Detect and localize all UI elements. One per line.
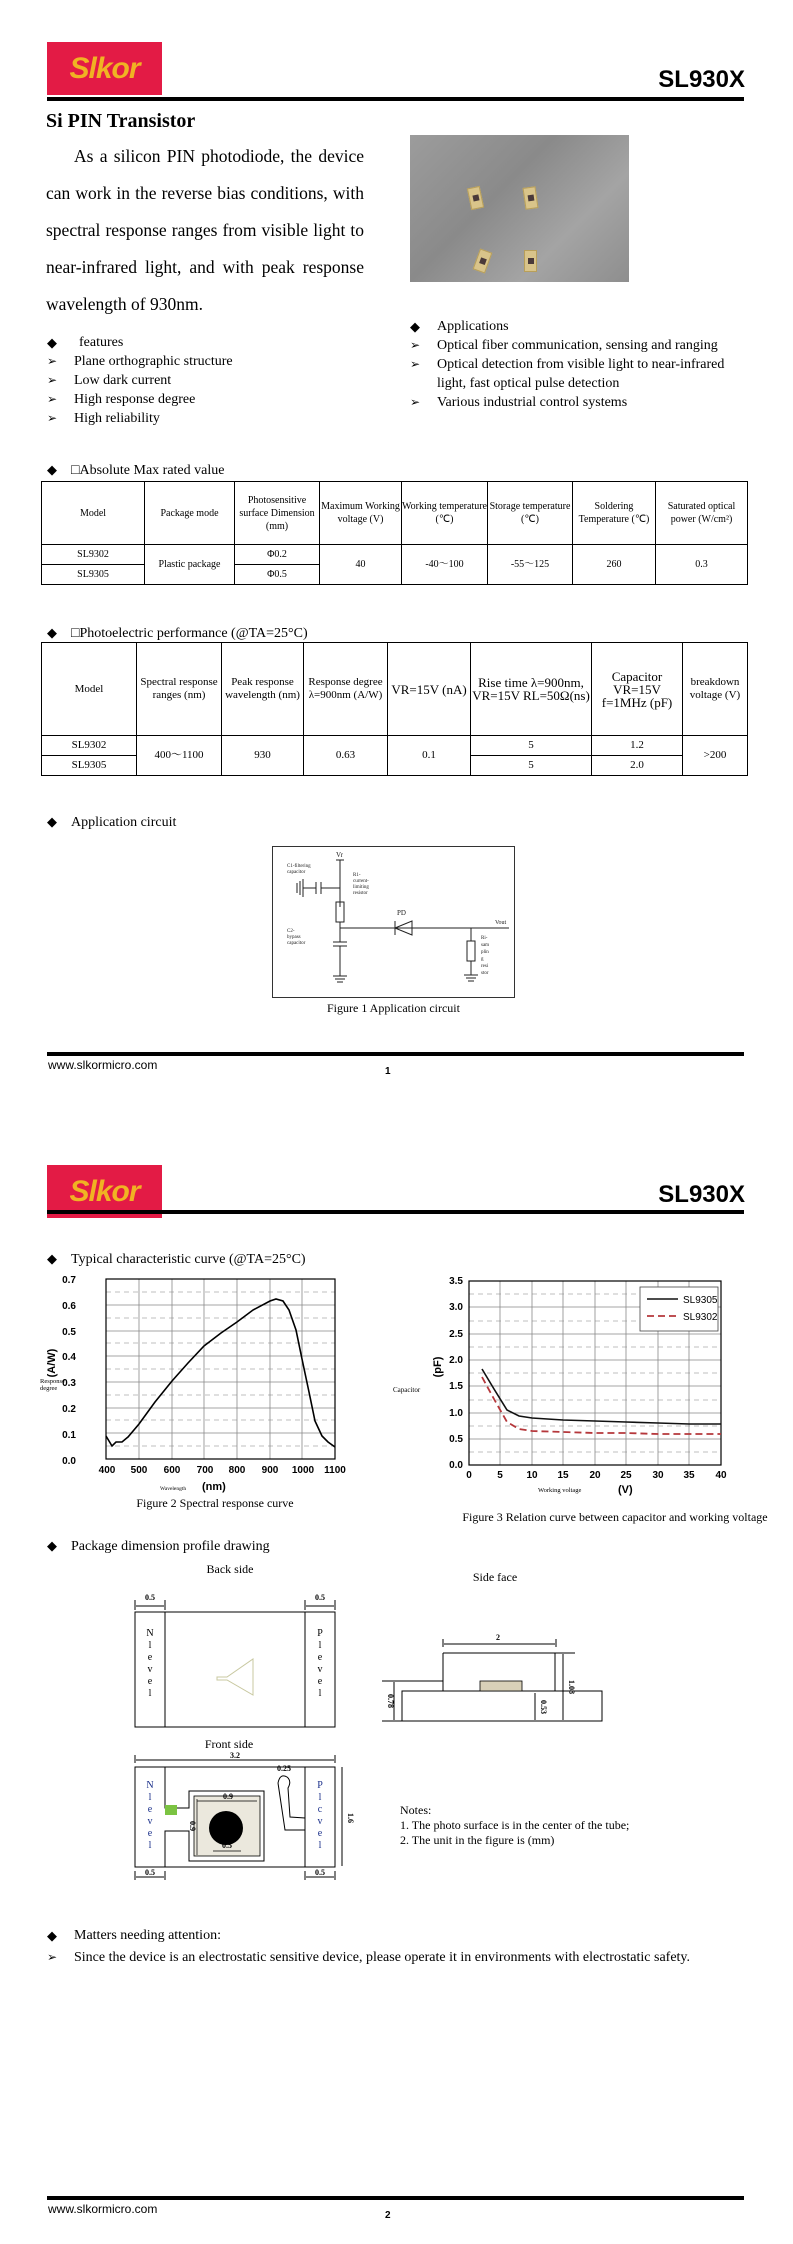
svg-text:700: 700: [196, 1465, 214, 1476]
svg-text:0.5: 0.5: [449, 1434, 463, 1445]
application-item: ➢ Optical fiber communication, sensing and ranging: [410, 336, 770, 355]
svg-text:1100: 1100: [324, 1465, 346, 1476]
abs-max-heading: ◆ □Absolute Max rated value: [47, 462, 224, 479]
cell-rise: 5: [471, 736, 592, 756]
cell-rise: 5: [471, 756, 592, 776]
svg-text:C2-: C2-: [287, 929, 295, 934]
cell-breakdown: >200: [683, 736, 748, 776]
footer-rule: [47, 1052, 744, 1056]
svg-text:e: e: [147, 1804, 153, 1815]
chart-legend: [640, 1287, 718, 1331]
attention-item: ➢ Since the device is an electrostatic sensitive device, please operate it in environments with electrostatic safety.: [47, 1948, 757, 1967]
svg-text:e: e: [147, 1676, 153, 1687]
svg-text:e: e: [147, 1652, 153, 1663]
label-vr: Vr: [336, 851, 343, 859]
cell-dimension: Φ0.2: [235, 545, 320, 565]
footer-url[interactable]: www.slkormicro.com: [48, 2202, 158, 2216]
feature-item: ➢ High response degree: [47, 390, 233, 409]
svg-text:Working voltage: Working voltage: [538, 1487, 582, 1494]
page-title: Si PIN Transistor: [46, 110, 196, 132]
model-title: SL930X: [658, 1181, 745, 1208]
svg-text:1.0: 1.0: [449, 1408, 463, 1419]
application-circuit-diagram: [272, 846, 515, 998]
svg-text:l: l: [148, 1840, 152, 1851]
feature-item: ➢ High reliability: [47, 409, 233, 428]
svg-text:0.0: 0.0: [449, 1460, 463, 1471]
note-item: 1. The photo surface is in the center of the tube;: [400, 1818, 630, 1832]
svg-text:3.0: 3.0: [449, 1302, 463, 1313]
svg-text:capacitor: capacitor: [287, 941, 306, 946]
label-back-side: Back side: [206, 1562, 254, 1576]
applications-list: [410, 317, 770, 412]
note-item: 2. The unit in the figure is (mm): [400, 1833, 555, 1847]
cell-storage-temp: -55～125: [488, 545, 573, 585]
header-rule: [47, 97, 744, 101]
svg-text:current-: current-: [353, 879, 369, 884]
svg-text:l: l: [148, 1688, 152, 1699]
applications-heading: ◆ Applications: [410, 317, 770, 336]
svg-text:v: v: [317, 1816, 323, 1827]
svg-text:1.5: 1.5: [449, 1381, 463, 1392]
cell-voltage: 40: [320, 545, 402, 585]
package-notes: [400, 1803, 630, 1848]
features-list: [47, 333, 233, 428]
cell-package: Plastic package: [145, 545, 235, 585]
svg-text:0.5: 0.5: [145, 1593, 155, 1602]
svg-text:v: v: [317, 1664, 323, 1675]
svg-text:10: 10: [526, 1470, 538, 1481]
col-header: Response degree λ=900nm (A/W): [304, 643, 388, 736]
figure-3-caption: Figure 3 Relation curve between capacitor and working voltage: [462, 1510, 768, 1524]
feature-item: ➢ Low dark current: [47, 371, 233, 390]
application-item: ➢ Various industrial control systems: [410, 393, 770, 412]
svg-text:Ri-: Ri-: [481, 936, 488, 941]
col-header: Model: [42, 643, 137, 736]
svg-text:3.2: 3.2: [230, 1751, 240, 1760]
svg-text:0.25: 0.25: [277, 1764, 291, 1773]
curves-heading: ◆ Typical characteristic curve (@TA=25°C): [47, 1251, 306, 1268]
svg-text:900: 900: [261, 1465, 279, 1476]
cell-model: SL9302: [42, 545, 145, 565]
cell-model: SL9302: [42, 736, 137, 756]
svg-text:Capacitor: Capacitor: [393, 1386, 421, 1394]
product-photo: [410, 135, 629, 282]
abs-max-table: [41, 481, 748, 585]
cell-cap: 1.2: [592, 736, 683, 756]
svg-text:0.3: 0.3: [62, 1378, 76, 1389]
page-number: 1: [385, 1066, 391, 1077]
col-header: breakdown voltage (V): [683, 643, 748, 736]
cell-model: SL9305: [42, 756, 137, 776]
feature-item: ➢ Plane orthographic structure: [47, 352, 233, 371]
svg-text:0.5: 0.5: [145, 1868, 155, 1877]
col-header: Peak response wavelength (nm): [222, 643, 304, 736]
svg-text:P: P: [317, 1628, 323, 1639]
svg-text:N: N: [146, 1780, 154, 1791]
svg-text:2: 2: [496, 1633, 500, 1642]
svg-text:0.0: 0.0: [62, 1456, 76, 1467]
svg-text:Wavelength: Wavelength: [160, 1486, 187, 1492]
label-front-side: Front side: [204, 1737, 254, 1751]
cell-dark-current: 0.1: [388, 736, 471, 776]
svg-text:c: c: [317, 1804, 323, 1815]
table-header-row: [42, 482, 748, 545]
svg-text:25: 25: [620, 1470, 632, 1481]
col-header: Rise time λ=900nm, VR=15V RL=50Ω(ns): [471, 643, 592, 736]
svg-text:(A/W): (A/W): [46, 1348, 58, 1378]
cell-spectral: 400～1100: [137, 736, 222, 776]
slkor-logo: Slkor: [47, 42, 162, 95]
table-row: [42, 736, 748, 756]
attention-heading: ◆ Matters needing attention:: [47, 1926, 757, 1945]
svg-text:Response: Response: [40, 1378, 65, 1385]
svg-text:l: l: [148, 1640, 152, 1651]
cell-peak: 930: [222, 736, 304, 776]
figure-2-caption: Figure 2 Spectral response curve: [136, 1496, 294, 1510]
svg-text:0.5: 0.5: [315, 1868, 325, 1877]
svg-text:C1-filtering: C1-filtering: [287, 864, 311, 869]
svg-text:0.5: 0.5: [315, 1593, 325, 1602]
svg-text:1.08: 1.08: [567, 1680, 576, 1694]
photoelectric-table: [41, 642, 748, 776]
svg-text:capacitor: capacitor: [287, 870, 306, 875]
cell-cap: 2.0: [592, 756, 683, 776]
svg-text:e: e: [317, 1828, 323, 1839]
package-heading: ◆ Package dimension profile drawing: [47, 1538, 270, 1555]
slkor-logo: Slkor: [47, 1165, 162, 1218]
svg-text:1000: 1000: [291, 1465, 315, 1476]
svg-text:400: 400: [98, 1465, 116, 1476]
svg-text:1.6: 1.6: [346, 1813, 355, 1823]
col-header: Capacitor VR=15V f=1MHz (pF): [592, 643, 683, 736]
svg-text:(pF): (pF): [432, 1356, 444, 1378]
svg-text:(V): (V): [618, 1484, 633, 1496]
figure-1-caption: Figure 1 Application circuit: [327, 1001, 460, 1015]
svg-text:limiting: limiting: [353, 885, 369, 890]
col-header: Working temperature (℃): [402, 482, 488, 545]
svg-text:l: l: [318, 1840, 322, 1851]
attention-list: [47, 1926, 757, 1967]
svg-text:e: e: [317, 1676, 323, 1687]
svg-text:20: 20: [589, 1470, 601, 1481]
svg-text:sam: sam: [481, 943, 490, 948]
table-row: [42, 545, 748, 565]
circuit-svg: [273, 847, 516, 999]
svg-text:0.53: 0.53: [539, 1700, 548, 1714]
svg-text:stor: stor: [481, 971, 489, 976]
svg-text:R1-: R1-: [353, 873, 361, 878]
cell-working-temp: -40～100: [402, 545, 488, 585]
col-header: Saturated optical power (W/cm²): [656, 482, 748, 545]
svg-text:v: v: [147, 1664, 153, 1675]
svg-text:40: 40: [715, 1470, 727, 1481]
cell-model: SL9305: [42, 565, 145, 585]
svg-text:bypass: bypass: [287, 935, 301, 940]
col-header: Package mode: [145, 482, 235, 545]
intro-paragraph: As a silicon PIN photodiode, the device can work in the reverse bias conditions, with spectral response ranges from visible light to near-infrared light, and with peak response wavelength of 930nm.: [46, 146, 364, 314]
svg-text:g: g: [481, 957, 484, 962]
features-heading: ◆ features: [47, 333, 233, 352]
cell-response: 0.63: [304, 736, 388, 776]
svg-text:0.5: 0.5: [222, 1841, 232, 1850]
svg-text:0.9: 0.9: [188, 1821, 197, 1831]
col-header: Maximum Working voltage (V): [320, 482, 402, 545]
col-header: VR=15V (nA): [388, 643, 471, 736]
model-title: SL930X: [658, 66, 745, 93]
cell-soldering: 260: [573, 545, 656, 585]
application-item: ➢ Optical detection from visible light to near-infrared light, fast optical pulse detection: [410, 355, 730, 393]
header-rule: [47, 1210, 744, 1214]
spectral-response-chart: [38, 1268, 378, 1498]
photoelectric-heading: ◆ □Photoelectric performance (@TA=25°C): [47, 625, 308, 642]
svg-text:degree: degree: [40, 1385, 58, 1392]
app-circuit-heading: ◆ Application circuit: [47, 814, 176, 831]
svg-text:30: 30: [652, 1470, 664, 1481]
svg-text:3.5: 3.5: [449, 1276, 463, 1287]
table-header-row: [42, 643, 748, 736]
label-side-face: Side face: [472, 1570, 518, 1584]
legend-sl9302: SL9302: [683, 1312, 718, 1323]
col-header: Storage temperature (℃): [488, 482, 573, 545]
svg-text:(nm): (nm): [202, 1481, 226, 1493]
svg-text:0.7: 0.7: [62, 1275, 76, 1286]
svg-text:Vout: Vout: [495, 920, 507, 926]
svg-text:e: e: [147, 1828, 153, 1839]
svg-text:0: 0: [466, 1470, 472, 1481]
footer-rule: [47, 2196, 744, 2200]
col-header: Spectral response ranges (nm): [137, 643, 222, 736]
svg-text:0.5: 0.5: [62, 1327, 76, 1338]
svg-text:15: 15: [557, 1470, 569, 1481]
svg-text:plin: plin: [481, 950, 489, 955]
svg-text:0.78: 0.78: [386, 1694, 395, 1708]
col-header: Model: [42, 482, 145, 545]
svg-text:l: l: [148, 1792, 152, 1803]
svg-text:0.4: 0.4: [62, 1352, 76, 1363]
svg-text:0.1: 0.1: [62, 1430, 76, 1441]
svg-text:resi: resi: [481, 964, 489, 969]
footer-url[interactable]: www.slkormicro.com: [48, 1058, 158, 1072]
col-header: Photosensitive surface Dimension (mm): [235, 482, 320, 545]
col-header: Soldering Temperature (℃): [573, 482, 656, 545]
svg-text:e: e: [317, 1652, 323, 1663]
notes-title: Notes:: [400, 1803, 432, 1817]
cell-dimension: Φ0.5: [235, 565, 320, 585]
svg-text:N: N: [146, 1628, 154, 1639]
svg-text:500: 500: [130, 1465, 148, 1476]
svg-text:600: 600: [163, 1465, 181, 1476]
svg-text:l: l: [318, 1640, 322, 1651]
svg-text:5: 5: [497, 1470, 503, 1481]
svg-text:l: l: [318, 1792, 322, 1803]
legend-sl9305: SL9305: [683, 1295, 718, 1306]
capacitance-voltage-chart: [385, 1270, 785, 1496]
svg-text:2.5: 2.5: [449, 1329, 463, 1340]
svg-text:0.9: 0.9: [223, 1792, 233, 1801]
package-dimension-drawing: [120, 1555, 680, 1925]
svg-text:v: v: [147, 1816, 153, 1827]
svg-text:P: P: [317, 1780, 323, 1791]
page-number: 2: [385, 2210, 391, 2221]
svg-text:35: 35: [683, 1470, 695, 1481]
svg-text:resistor: resistor: [353, 891, 368, 896]
svg-text:800: 800: [228, 1465, 246, 1476]
svg-text:2.0: 2.0: [449, 1355, 463, 1366]
svg-text:l: l: [318, 1688, 322, 1699]
svg-text:0.6: 0.6: [62, 1301, 76, 1312]
cell-power: 0.3: [656, 545, 748, 585]
svg-text:0.2: 0.2: [62, 1404, 76, 1415]
svg-text:PD: PD: [397, 909, 406, 917]
